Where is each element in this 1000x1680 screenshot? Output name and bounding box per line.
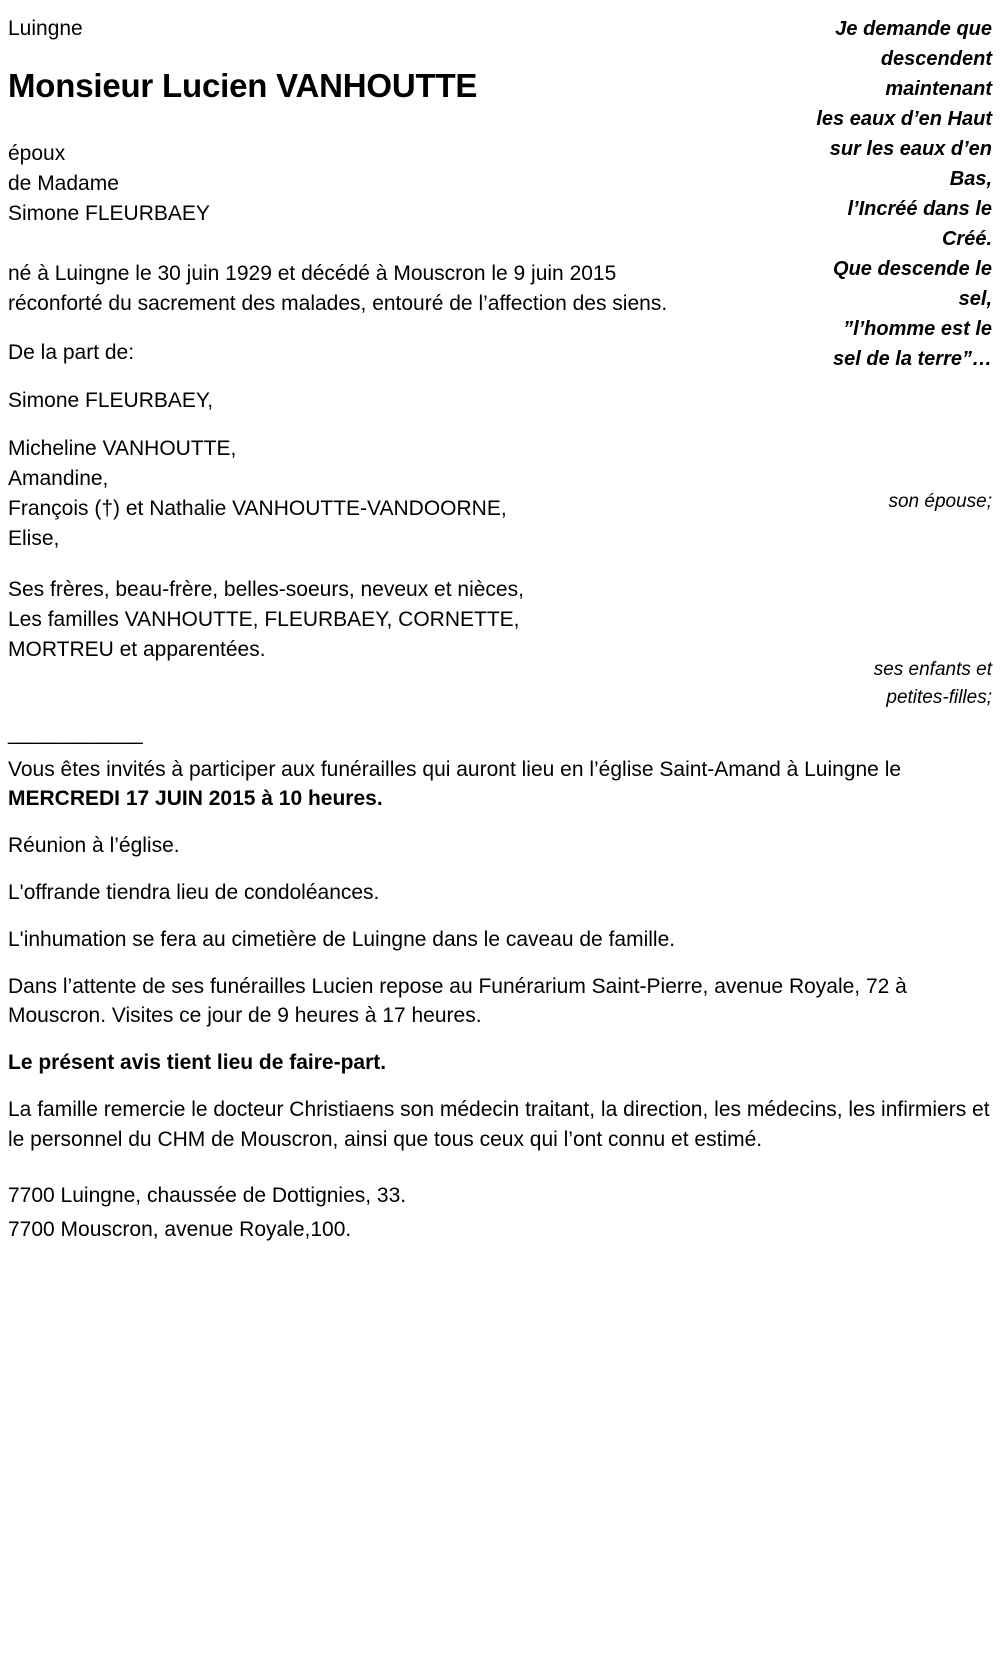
relatives-list [8, 575, 698, 664]
poem-line: maintenant [885, 78, 992, 100]
poem-line: Créé. [941, 228, 992, 250]
thanks-note: La famille remercie le docteur Christiaens son médecin traitant, la direction, les médecins, les infirmiers et le personnel du CHM de Mouscron, ainsi que tous ceux qui l’ont connu et estimé. [8, 1098, 990, 1151]
gathering-note: Réunion à l’église. [8, 834, 180, 858]
section-divider: ____________ [8, 721, 143, 745]
widow-name: Simone FLEURBAEY, [8, 389, 214, 413]
list-item: Les familles VANHOUTTE, FLEURBAEY, CORNETTE, [8, 608, 520, 632]
notice-statement [8, 1048, 992, 1078]
list-item: MORTREU et apparentées. [8, 637, 266, 661]
funeral-invitation [8, 755, 992, 815]
address-list [8, 1181, 992, 1245]
poem-line: les eaux d’en Haut [816, 108, 992, 130]
poem-line: sel de la terre”… [833, 348, 992, 370]
attribution-spouse-text: son épouse; [888, 491, 992, 512]
children-list [8, 434, 698, 553]
spouse-intro-line-3: Simone FLEURBAEY [8, 202, 210, 226]
repose-note: Dans l’attente de ses funérailles Lucien repose au Funérarium Saint-Pierre, avenue Royale, 72 à Mouscron. Visites ce jour de 9 heures à 17 heures. [8, 974, 907, 1028]
list-item: Ses frères, beau-frère, belles-soeurs, neveux et nièces, [8, 578, 524, 602]
locality-label: Luingne [8, 17, 83, 40]
poem-column [724, 14, 992, 374]
poem-line: Bas, [949, 168, 992, 190]
poem-line: ”l’homme est le [843, 318, 992, 340]
notice-statement-text: Le présent avis tient lieu de faire-part. [8, 1051, 387, 1075]
list-item: Micheline VANHOUTTE, [8, 437, 237, 461]
list-item: François (†) et Nathalie VANHOUTTE-VANDOORNE, [8, 496, 507, 520]
funeral-datetime: MERCREDI 17 JUIN 2015 à 10 heures. [8, 787, 383, 811]
deceased-name: Monsieur Lucien VANHOUTTE [8, 66, 478, 104]
spouse-intro-block [8, 139, 698, 228]
poem-line: sur les eaux d’en [829, 138, 992, 160]
spouse-intro-line-1: époux [8, 142, 66, 166]
poem-line: Je demande que [835, 18, 992, 40]
funeral-invitation-text: Vous êtes invités à participer aux funérailles qui auront lieu en l’église Saint-Amand à Luingne le [8, 757, 902, 781]
upper-section [8, 14, 992, 708]
offering-note: L'offrande tiendra lieu de condoléances. [8, 881, 380, 905]
list-item: Elise, [8, 526, 60, 550]
attribution-children-line-1: ses enfants et [873, 659, 992, 680]
poem-line: l’Incréé dans le [847, 198, 992, 220]
spouse-intro-line-2: de Madame [8, 172, 119, 196]
attribution-children [724, 656, 992, 711]
notice-main-column [8, 14, 698, 665]
funeral-details-section [8, 719, 992, 1245]
from-label: De la part de: [8, 341, 135, 365]
biography-paragraph: né à Luingne le 30 juin 1929 et décédé à Mouscron le 9 juin 2015 réconforté du sacrement des malades, entouré de l’affection des siens. [8, 261, 668, 315]
address-line-2: 7700 Mouscron, avenue Royale,100. [8, 1217, 352, 1241]
list-item: Amandine, [8, 466, 109, 490]
poem-line: descendent [880, 48, 992, 70]
attribution-spouse [724, 488, 992, 516]
poem-text [724, 14, 992, 374]
poem-line: sel, [958, 288, 992, 310]
poem-line: Que descende le [833, 258, 992, 280]
attribution-children-line-2: petites-filles; [886, 686, 992, 708]
burial-note: L'inhumation se fera au cimetière de Luingne dans le caveau de famille. [8, 927, 676, 951]
address-line-1: 7700 Luingne, chaussée de Dottignies, 33. [8, 1183, 407, 1207]
